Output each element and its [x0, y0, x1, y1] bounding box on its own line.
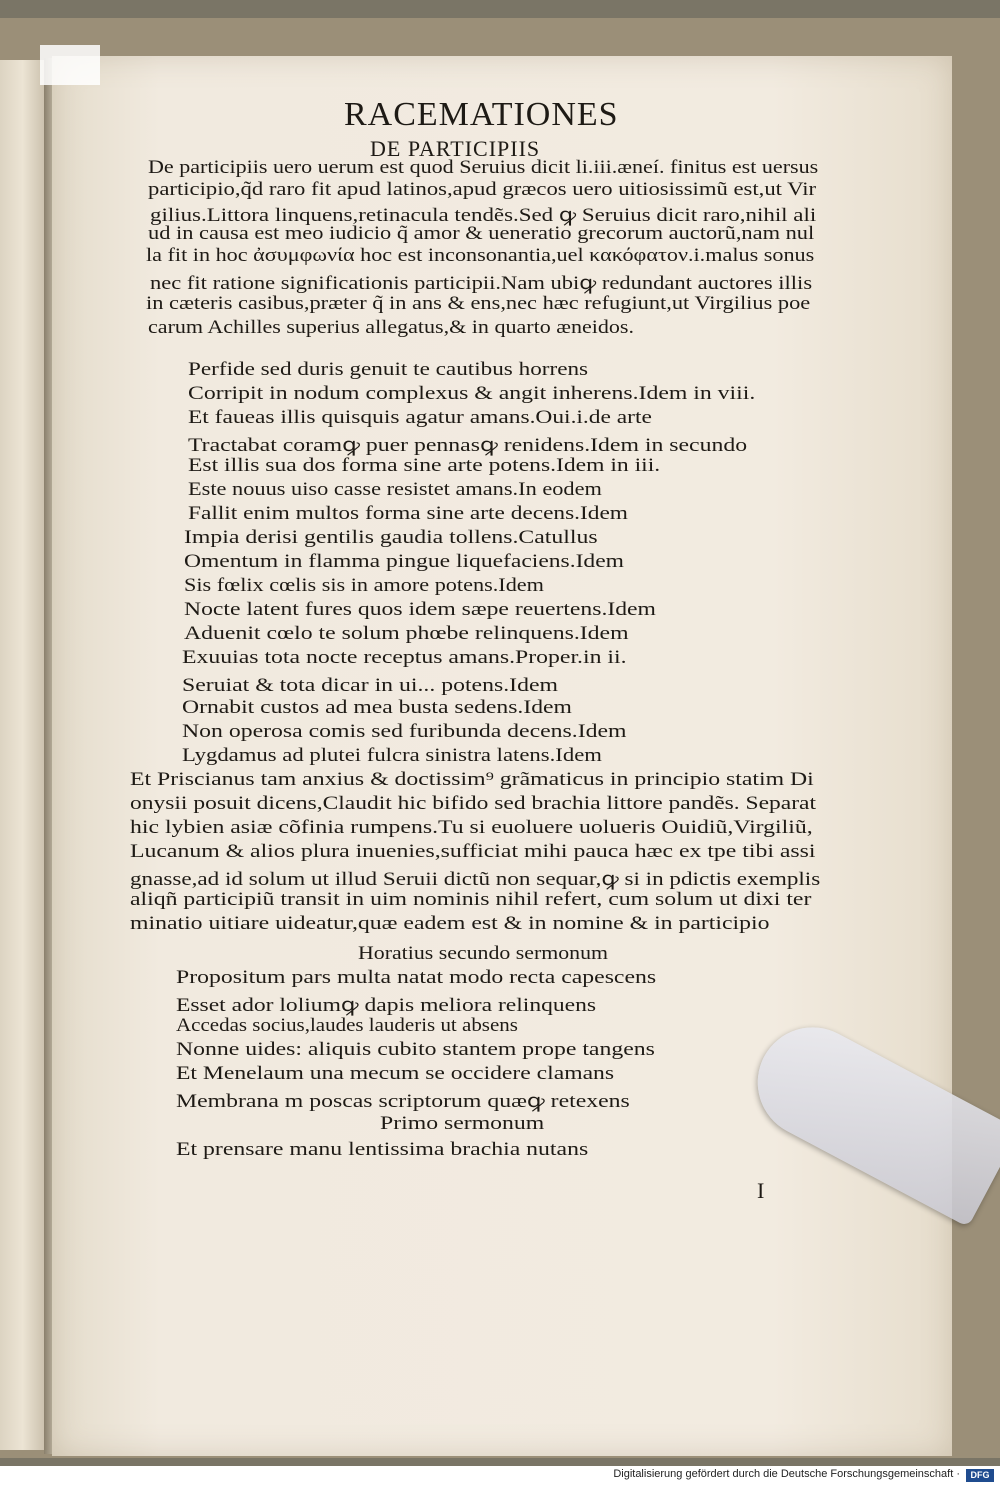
folio-mark: I [757, 1178, 765, 1203]
text-line: aliqñ participiũ transit in uim nominis nihil refert, cum solum ut dixi ter [130, 889, 812, 910]
text-line: Lygdamus ad plutei fulcra sinistra latens.Idem [182, 745, 602, 766]
text-line: carum Achilles superius allegatus,& in quarto æneidos. [148, 317, 635, 338]
text-line: Membrana m poscas scriptorum quæꝙ retexens [176, 1091, 630, 1112]
text-line: Et Menelaum una mecum se occidere clamans [176, 1063, 615, 1084]
text-line: Aduenit cœlo te solum phœbe relinquens.Idem [184, 623, 629, 644]
text-line: Omentum in flamma pingue liquefaciens.Idem [184, 551, 624, 572]
text-line: Impia derisi gentilis gaudia tollens.Catullus [184, 527, 598, 548]
footer-bar [0, 1466, 1000, 1486]
text-line: Horatius secundo sermonum [358, 943, 609, 964]
text-line: Ornabit custos ad mea busta sedens.Idem [182, 697, 572, 718]
text-line: Propositum pars multa natat modo recta capescens [176, 967, 657, 988]
text-line: Et prensare manu lentissima brachia nutans [176, 1139, 589, 1160]
text-line: Esset ador loliumꝙ dapis meliora relinquens [176, 995, 597, 1016]
text-line: De participiis uero uerum est quod Seruius dicit li.iii.æneí. finitus est uersus [148, 157, 819, 178]
text-line: onysii posuit dicens,Claudit hic bifido sed brachia littore pandẽs. Separat [130, 793, 817, 814]
text-line: ud in causa est meo iudicio q̃ amor & ueneratio grecorum auctorũ,nam nul [148, 223, 815, 244]
text-line: Est illis sua dos forma sine arte potens.Idem in iii. [188, 455, 661, 476]
text-line: in cæteris casibus,præter q̃ in ans & ens,nec hæc refugiunt,ut Virgilius poe [146, 293, 811, 314]
dfg-logo: DFG [966, 1469, 994, 1482]
text-line: gnasse,ad id solum ut illud Seruii dictũ non sequar,ꝙ si in pdictis exemplis [130, 869, 821, 890]
text-line: Exuuias tota nocte receptus amans.Proper.in ii. [182, 647, 627, 668]
text-line: Perfide sed duris genuit te cautibus horrens [188, 359, 589, 380]
text-line: Lucanum & alios plura inuenies,sufficiat mihi pauca hæc ex tpe tibi assi [130, 841, 816, 862]
text-line: Et faueas illis quisquis agatur amans.Oui.i.de arte [188, 407, 652, 428]
text-line: Nocte latent fures quos idem sæpe reuertens.Idem [184, 599, 656, 620]
text-line: Et Priscianus tam anxius & doctissim⁹ grãmaticus in principio statim Di [130, 769, 814, 790]
text-line: Nonne uides: aliquis cubito stantem prope tangens [176, 1039, 655, 1060]
text-line: Corripit in nodum complexus & angit inherens.Idem in viii. [188, 383, 756, 404]
text-line: Este nouus uiso casse resistet amans.In eodem [188, 479, 602, 500]
text-line: hic lybien asiæ cõfinia rumpens.Tu si euoluere uolueris Ouidiũ,Virgiliũ, [130, 817, 813, 838]
text-line: Accedas socius,laudes lauderis ut absens [176, 1015, 518, 1036]
text-line: Fallit enim multos forma sine arte decens.Idem [188, 503, 628, 524]
text-line: minatio uitiare uideatur,quæ eadem est & in nomine & in participio [130, 913, 770, 934]
page-subtitle: DE PARTICIPIIS [370, 136, 541, 161]
text-line: Seruiat & tota dicar in ui... potens.Idem [182, 675, 558, 696]
text-line: Sis fœlix cœlis sis in amore potens.Idem [184, 575, 544, 596]
text-line: Non operosa comis sed furibunda decens.Idem [182, 721, 627, 742]
footer-credit: Digitalisierung gefördert durch die Deutsche Forschungsgemeinschaft · [613, 1468, 960, 1480]
text-line: participio,q̃d raro fit apud latinos,apud græcos uero uitiosissimũ est,ut Vir [148, 179, 817, 200]
text-line: Primo sermonum [380, 1113, 545, 1134]
text-line: la fit in hoc ἀσυμφωνία hoc est inconsonantia,uel κακόφατον.i.malus sonus [146, 245, 815, 266]
text-line: nec fit ratione significationis participii.Nam ubiꝙ redundant auctores illis [150, 273, 813, 294]
text-line: Tractabat coramꝙ puer pennasꝙ renidens.Idem in secundo [188, 435, 748, 456]
page-title: RACEMATIONES [344, 96, 619, 133]
text-line: gilius.Littora linquens,retinacula tendẽs.Sed ꝙ Seruius dicit raro,nihil ali [150, 205, 817, 226]
